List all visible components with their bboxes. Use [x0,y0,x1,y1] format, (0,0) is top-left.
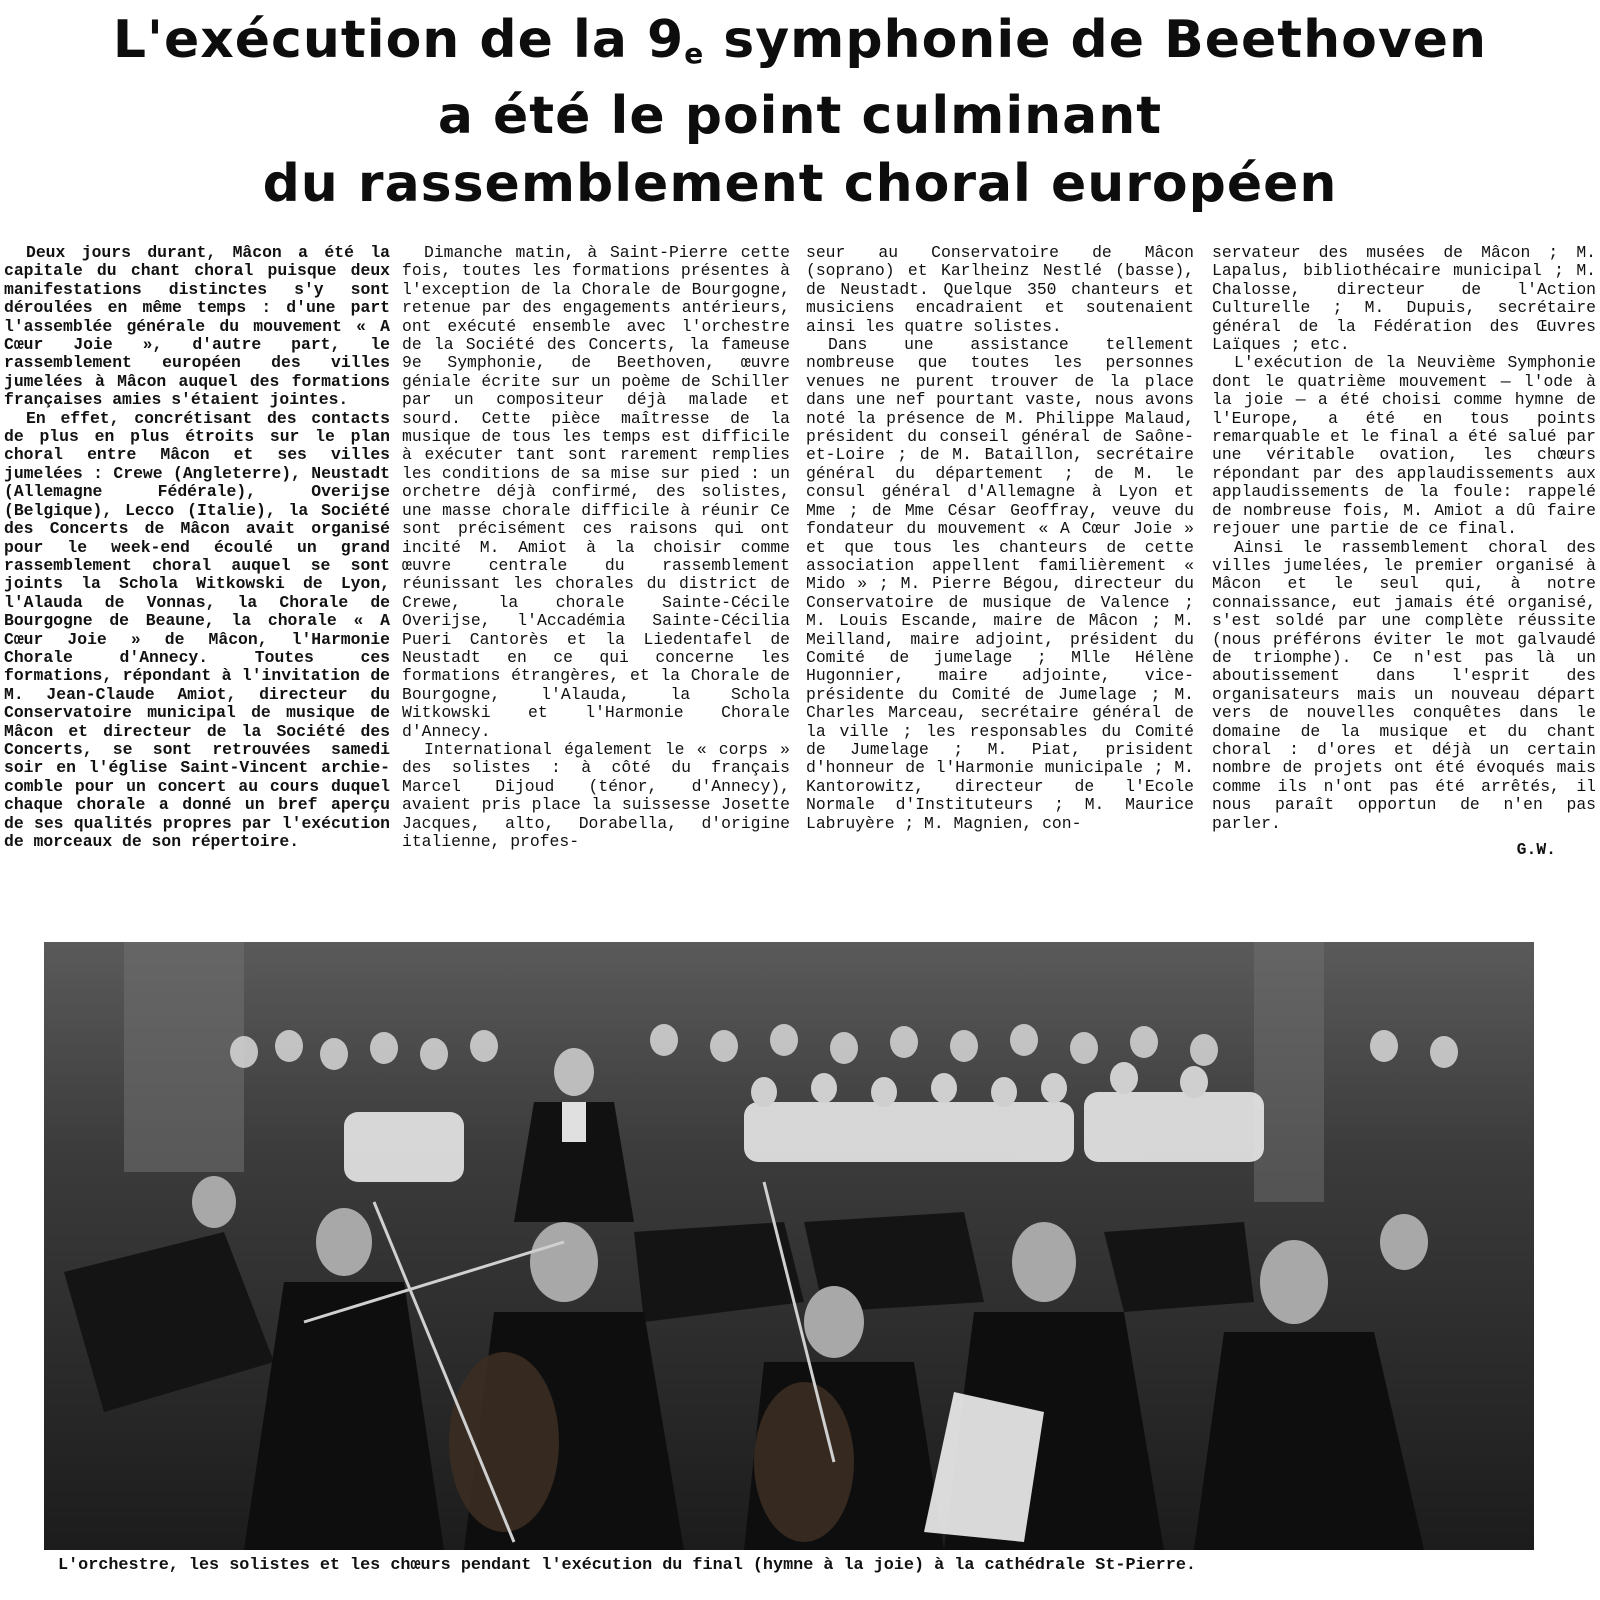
headline-line-1-text: L'exécution de la 9 [112,10,685,70]
orchestra-photo [44,942,1534,1550]
paragraph: Dans une assistance tellement nombreuse que toutes les personnes venues ne purent trouver de la place dans une nef pourtant vaste, nous avons noté la présence de M. Philippe Malaud, président du conseil général de Saône-et-Loire ; de M. Bataillon, secrétaire général du département ; de M. le consul général d'Allemagne à Lyon et Mme ; de Mme César Geoffray, veuve du fondateur du mouvement « A Cœur Joie » et que tous les chanteurs de cette association appellent familièrement « Mido » ; M. Pierre Bégou, directeur du Conservatoire de musique de Valence ; M. Louis Escande, maire de Mâcon ; M. Meilland, maire adjoint, président du Comité de jumelage ; Mlle Hélène Hugonnier, maire adjointe, vice-présidente du Comité de Jumelage ; M. Charles Marceau, secrétaire général de la ville ; les responsables du Comité de Jumelage ; M. Piat, prisident d'honneur de l'Harmonie municipale ; M. Kantorowitz, directeur de l'Ecole Normale d'Instituteurs ; M. Maurice Labruyère ; M. Magnien, con- [806,335,1194,833]
author-signature: G.W. [1516,840,1556,859]
headline-line-2: a été le point culminant [437,86,1163,146]
paragraph: Ainsi le rassemblement choral des villes jumelées, le premier organisé à Mâcon et le seul qui, à notre connaissance, eut jamais été organisé, s'est soldé par une complète réussite (nous préférons éviter le mot galvaudé de triomphe). Ce n'est pas là un aboutissement dans l'esprit des organisateurs mais un nouveau départ vers de nouvelles conquêtes dans le domaine de la musique et du chant choral : d'ores et déjà un certain nombre de projets ont été évoqués mais comme ils n'ont pas été arrêtés, il nous paraît opportun de n'en pas parler. [1212,537,1596,833]
paragraph: servateur des musées de Mâcon ; M. Lapalus, bibliothécaire municipal ; M. Chalosse, directeur de l'Action Culturelle ; M. Dupuis, secrétaire général de la Fédération des Œuvres Laïques ; etc. [1212,244,1596,355]
article-body [0,244,1600,934]
paragraph: En effet, concrétisant des contacts de plus en plus étroits sur le plan choral entre Mâcon et ses villes jumelées : Crewe (Angleterre), Neustadt (Allemagne Fédérale), Overijse (Belgique), Lecco (Italie), la Société des Concerts de Mâcon avait organisé pour le week-end écoulé un grand rassemblement choral auquel se sont joints la Schola Witkowski de Lyon, l'Alauda de Vonnas, la Chorale de Bourgogne de Beaune, la chorale « A Cœur Joie » de Mâcon, l'Harmonie Chorale d'Annecy. Toutes ces formations, répondant à l'invitation de M. Jean-Claude Amiot, directeur du Conservatoire municipal de musique de Mâcon et directeur de la Société des Concerts, se sont retrouvées samedi soir en l'église Saint-Vincent archie-comble pour un concert au cours duquel chaque chorale a donné un bref aperçu de ses qualités propres par l'exécution de morceaux de son répertoire. [4,408,390,851]
article-column-4 [1212,244,1596,934]
paragraph: Deux jours durant, Mâcon a été la capitale du chant choral puisque deux manifestations distinctes s'y sont déroulées en même temps : d'une part l'assemblée générale du mouvement « A Cœur Joie », d'autre part, le rassemblement européen des villes jumelées à Mâcon auquel des formations françaises amies s'étaient jointes. [4,244,390,410]
orchestra-photo-illustration [44,942,1534,1550]
paragraph: L'exécution de la Neuvième Symphonie dont le quatrième mouvement — l'ode à la joie — a été choisi comme hymne de l'Europe, a été en tous points remarquable et le final a été salué par une véritable ovation, les chœurs répondant par des applaudissements aux applaudissements de la foule: rappelé de nombreuse fois, M. Amiot a dû faire rejouer une partie de ce final. [1212,353,1596,539]
headline-line-3: du rassemblement choral européen [262,154,1338,214]
photo-caption: L'orchestre, les solistes et les chœurs pendant l'exécution du final (hymne à la joie) à la cathédrale St-Pierre. [58,1556,1196,1575]
headline-line-1 [0,6,1600,82]
paragraph: seur au Conservatoire de Mâcon (soprano) et Karlheinz Nestlé (basse), de Neustadt. Quelque 350 chanteurs et musiciens encadraient et soutenaient ainsi les quatre solistes. [806,244,1194,336]
article-column-3 [806,244,1194,934]
article-column-2 [402,244,790,934]
headline [0,6,1600,218]
headline-superscript: e [684,37,705,70]
paragraph: International également le « corps » des solistes : à côté du français Marcel Dijoud (ténor, d'Annecy), avaient pris place la suissesse Josette Jacques, alto, Dorabella, d'origine italienne, profes- [402,739,790,851]
paragraph: Dimanche matin, à Saint-Pierre cette fois, toutes les formations présentes à l'exception de la Chorale de Bourgogne, retenue par des engagements antérieurs, ont exécuté ensemble avec l'orchestre de la Société des Concerts, la fameuse 9e Symphonie, de Beethoven, œuvre géniale écrite sur un poème de Schiller par un compositeur déjà malade et sourd. Cette pièce maîtresse de la musique de tous les temps est difficile à exécuter tant sont rarement remplies les conditions de sa mise sur pied : un orchetre déjà confirmé, des solistes, une masse chorale difficile à réunir Ce sont précisément ces raisons qui ont incité M. Amiot à la choisir comme œuvre centrale du rassemblement réunissant les chorales du district de Crewe, la chorale Sainte-Cécile Overijse, l'Accadémia Sainte-Cécilia Pueri Cantorès et la Liedentafel de Neustadt en ce qui concerne les formations étrangères, et la Chorale de Bourgogne, l'Alauda, la Schola Witkowski et l'Harmonie Chorale d'Annecy. [402,244,790,741]
article-column-1 [4,244,390,934]
headline-line-1-text-end: symphonie de Beethoven [704,10,1488,70]
